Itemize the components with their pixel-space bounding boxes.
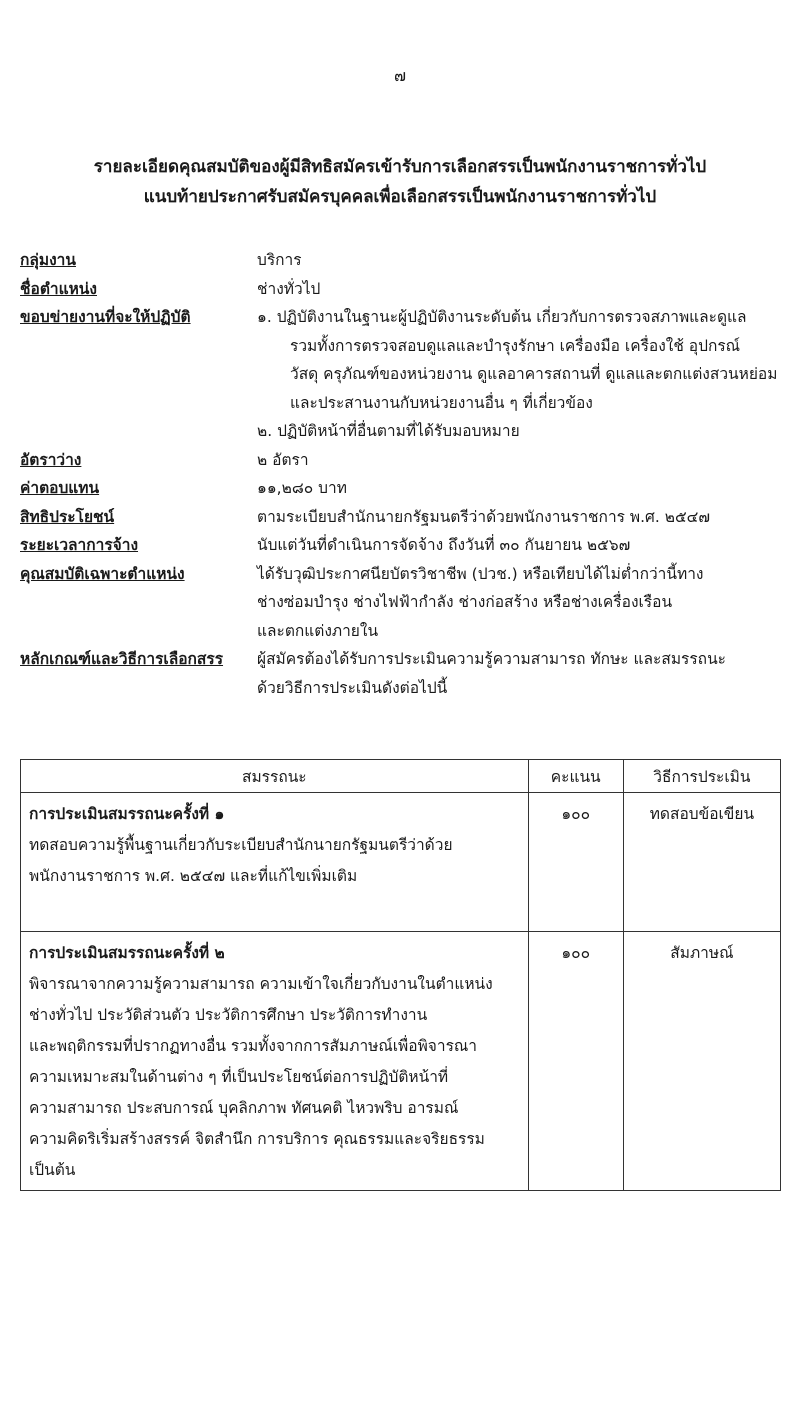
competency-header: สมรรถนะ [21, 760, 529, 793]
duties-row [20, 303, 790, 446]
benefits-row [20, 503, 790, 532]
position-row [20, 275, 790, 304]
table-row [21, 932, 781, 1191]
selection-label: หลักเกณฑ์และวิธีการเลือกสรร [20, 650, 224, 668]
duties-line: และประสานงานกับหน่วยงานอื่น ๆ ที่เกี่ยวข้อง [290, 393, 593, 412]
position-details [20, 246, 790, 702]
score-cell: ๑๐๐ [528, 932, 623, 1191]
duties-line: ๑. ปฏิบัติงานในฐานะผู้ปฏิบัติงานระดับต้น เกี่ยวกับการตรวจสภาพและดูแล [257, 308, 747, 326]
competency-line: เป็นต้น [29, 1161, 76, 1179]
competency-line: ช่างทั่วไป ประวัติส่วนตัว ประวัติการศึกษา ประวัติการทำงาน [29, 1006, 428, 1024]
competency-heading: การประเมินสมรรถนะครั้งที่ ๑ [29, 805, 225, 823]
compensation-row [20, 474, 790, 503]
method-cell: สัมภาษณ์ [623, 932, 780, 1191]
benefits-label: สิทธิประโยชน์ [20, 507, 115, 526]
duties-value [257, 303, 790, 446]
title-line-1: รายละเอียดคุณสมบัติของผู้มีสิทธิสมัครเข้ารับการเลือกสรรเป็นพนักงานราชการทั่วไป [93, 157, 707, 177]
title-line-2: แนบท้ายประกาศรับสมัครบุคคลเพื่อเลือกสรรเป็นพนักงานราชการทั่วไป [143, 187, 657, 207]
qualifications-line: ได้รับวุฒิประกาศนียบัตรวิชาชีพ (ปวช.) หรือเทียบได้ไม่ต่ำกว่านี้ทาง [257, 564, 704, 583]
table-row [21, 793, 781, 932]
competency-cell [21, 932, 529, 1191]
method-header: วิธีการประเมิน [623, 760, 780, 793]
group-row [20, 246, 790, 275]
employment-period-label: ระยะเวลาการจ้าง [20, 536, 139, 554]
vacancies-row [20, 446, 790, 475]
competency-line: พนักงานราชการ พ.ศ. ๒๕๔๗ และที่แก้ไขเพิ่มเติม [29, 867, 358, 885]
competency-line: ความคิดริเริ่มสร้างสรรค์ จิตสำนึก การบริการ คุณธรรมและจริยธรรม [29, 1130, 485, 1148]
score-cell: ๑๐๐ [528, 793, 623, 932]
benefits-value: ตามระเบียบสำนักนายกรัฐมนตรีว่าด้วยพนักงานราชการ พ.ศ. ๒๕๔๗ [257, 507, 711, 526]
table-header-row [21, 760, 781, 793]
position-label: ชื่อตำแหน่ง [20, 279, 97, 298]
qualifications-label: คุณสมบัติเฉพาะตำแหน่ง [20, 564, 185, 583]
competency-line: พิจารณาจากความรู้ความสามารถ ความเข้าใจเกี่ยวกับงานในตำแหน่ง [29, 975, 493, 993]
group-label: กลุ่มงาน [20, 251, 76, 269]
duties-line: วัสดุ ครุภัณฑ์ของหน่วยงาน ดูแลอาคารสถานที่ ดูแลและตกแต่งสวนหย่อม [290, 365, 778, 383]
qualifications-line: ช่างซ่อมบำรุง ช่างไฟฟ้ากำลัง ช่างก่อสร้าง หรือช่างเครื่องเรือน [257, 593, 673, 611]
duties-line: ๒. ปฏิบัติหน้าที่อื่นตามที่ได้รับมอบหมาย [257, 422, 520, 440]
compensation-value: ๑๑,๒๘๐ บาท [257, 479, 347, 497]
competency-line: ความสามารถ ประสบการณ์ บุคลิกภาพ ทัศนคติ ไหวพริบ อารมณ์ [29, 1099, 459, 1117]
page-number: ๗ [393, 66, 407, 85]
duties-label: ขอบข่ายงานที่จะให้ปฏิบัติ [20, 308, 191, 326]
position-value: ช่างทั่วไป [257, 279, 321, 298]
employment-period-value: นับแต่วันที่ดำเนินการจัดจ้าง ถึงวันที่ ๓๐ กันยายน ๒๕๖๗ [257, 536, 631, 554]
vacancies-label: อัตราว่าง [20, 450, 82, 469]
score-header: คะแนน [528, 760, 623, 793]
selection-row [20, 645, 790, 702]
competency-table [20, 759, 781, 1191]
document-title [0, 152, 800, 212]
qualifications-row [20, 560, 790, 646]
compensation-label: ค่าตอบแทน [20, 479, 100, 497]
competency-heading: การประเมินสมรรถนะครั้งที่ ๒ [29, 944, 225, 962]
selection-line: ด้วยวิธีการประเมินดังต่อไปนี้ [257, 678, 448, 697]
competency-line: และพฤติกรรมที่ปรากฏทางอื่น รวมทั้งจากการสัมภาษณ์เพื่อพิจารณา [29, 1037, 477, 1055]
competency-cell [21, 793, 529, 932]
competency-line: ความเหมาะสมในด้านต่าง ๆ ที่เป็นประโยชน์ต่อการปฏิบัติหน้าที่ [29, 1068, 449, 1086]
duties-line: รวมทั้งการตรวจสอบดูแลและบำรุงรักษา เครื่องมือ เครื่องใช้ อุปกรณ์ [290, 336, 741, 355]
qualifications-value [257, 560, 790, 646]
group-value: บริการ [257, 251, 302, 269]
competency-line: ทดสอบความรู้พื้นฐานเกี่ยวกับระเบียบสำนักนายกรัฐมนตรีว่าด้วย [29, 836, 453, 854]
qualifications-line: และตกแต่งภายใน [257, 621, 379, 640]
selection-line: ผู้สมัครต้องได้รับการประเมินความรู้ความสามารถ ทักษะ และสมรรถนะ [257, 650, 726, 668]
vacancies-value: ๒ อัตรา [257, 450, 309, 469]
selection-value [257, 645, 790, 702]
method-cell: ทดสอบข้อเขียน [623, 793, 780, 932]
employment-period-row [20, 531, 790, 560]
